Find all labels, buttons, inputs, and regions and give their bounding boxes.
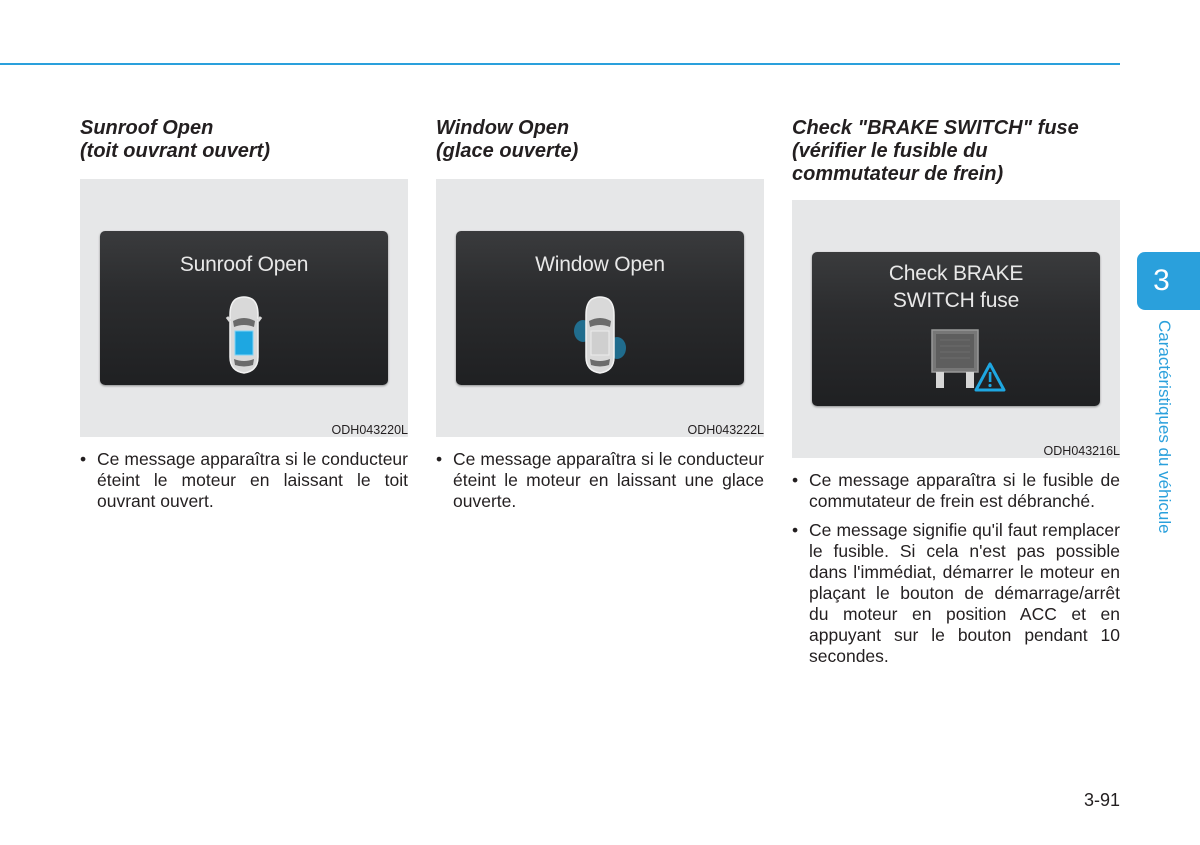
bullet-list [436,449,764,512]
section-heading [436,117,764,163]
heading-line: (glace ouverte) [436,140,579,162]
bullet-list [792,470,1120,667]
figure [792,200,1120,458]
bullet-item: • Ce message signifie qu'il faut remplacer le fusible. Si cela n'est pas possible dans l'immédiat, démarrer le moteur en plaçant le bouton de démarrage/arrêt du moteur en position ACC et en appuyant sur le bouton pendant 10 secondes. [792,520,1120,667]
section-sunroof-open [80,117,408,520]
display-line: Window Open [535,253,665,276]
figure [80,179,408,437]
display-line: SWITCH fuse [892,289,1020,312]
cluster-display [100,231,388,385]
figure [436,179,764,437]
section-window-open [436,117,764,520]
display-message [100,251,388,278]
page-number: 3-91 [1083,790,1120,810]
display-line: Sunroof Open [179,253,309,276]
heading-line: Sunroof Open [80,117,214,139]
cluster-display [456,231,744,385]
display-message [812,260,1100,314]
figure-code: ODH043220L [331,423,408,437]
car-top-view-windows-icon [560,293,640,377]
bullet-item: • Ce message apparaîtra si le fusible de commutateur de frein est débranché. [792,470,1120,512]
fuse-warning-icon [926,326,1026,398]
section-heading [80,117,408,163]
top-rule [0,63,1120,65]
cluster-display [812,252,1100,406]
heading-line: (vérifier le fusible du [792,140,988,162]
section-brake-switch-fuse [792,117,1120,675]
heading-line: Check "BRAKE SWITCH" fuse [792,117,1079,139]
heading-line: Window Open [436,117,570,139]
heading-line: commutateur de frein) [792,163,1004,185]
heading-line: (toit ouvrant ouvert) [80,140,270,162]
display-line: Check BRAKE [888,262,1024,285]
car-top-view-sunroof-icon [214,293,274,377]
chapter-title: Caractéristiques du véhicule [1155,320,1174,534]
bullet-list [80,449,408,512]
section-heading [792,117,1120,186]
bullet-item: • Ce message apparaîtra si le conducteur éteint le moteur en laissant une glace ouverte. [436,449,764,512]
chapter-tab: 3 [1137,252,1200,310]
figure-code: ODH043222L [687,423,764,437]
figure-code: ODH043216L [1043,444,1120,458]
display-message [456,251,744,278]
bullet-item: • Ce message apparaîtra si le conducteur éteint le moteur en laissant le toit ouvrant ouvert. [80,449,408,512]
